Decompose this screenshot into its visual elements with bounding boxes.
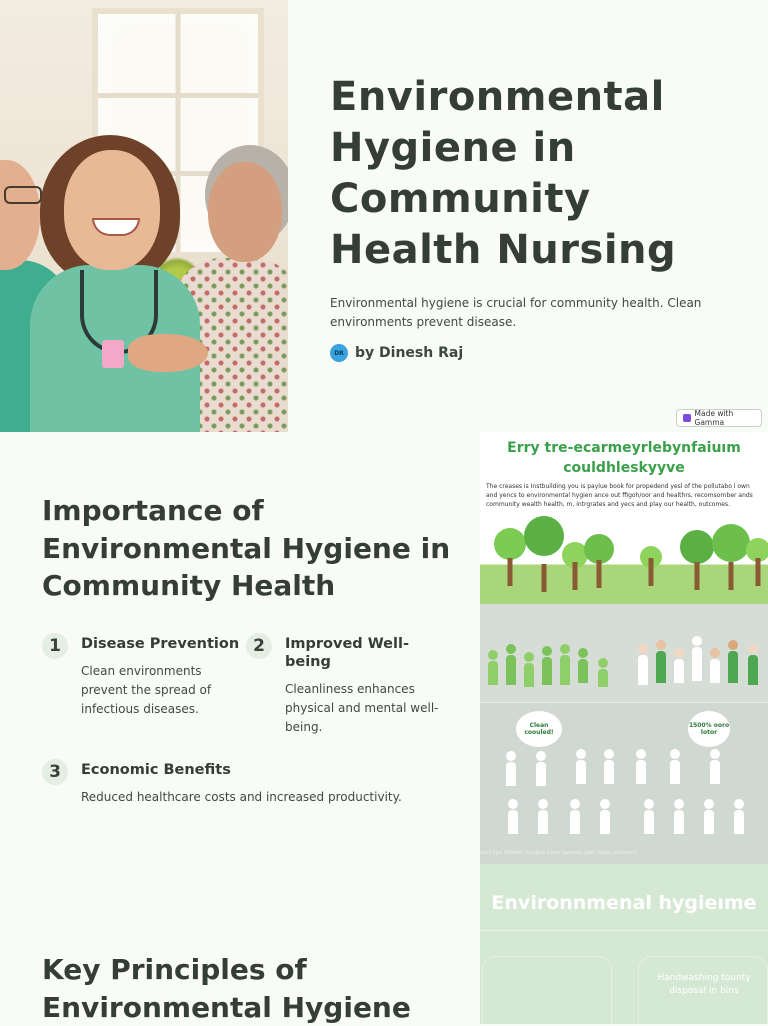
speech-bubble: Clean coouled!: [516, 711, 562, 747]
list-item: [42, 759, 442, 809]
section-heading-principles: Key Principles of Environmental Hygiene: [42, 953, 411, 1024]
list-item: [246, 633, 446, 743]
item-text: Reduced healthcare costs and increased productivity.: [81, 790, 402, 804]
avatar: DR: [330, 344, 348, 362]
section-heading-importance: Importance of Environmental Hygiene in Community Health: [42, 494, 451, 602]
list-item: [42, 633, 242, 723]
infographic-text: The creases is Instbuilding you is paylue book for propedend yesl of the pollutabo l own and yencs to environmental hygien ance out ffigoh/oor and healthrs, recomsornber ands community wealth health, m, intrgrates and yecs and play our health, outcomes.: [486, 483, 753, 508]
item-title: Disease Prevention: [81, 636, 240, 652]
statistics-illustration: [480, 702, 768, 865]
speech-bubble: 1500% ooro lotor: [688, 711, 730, 747]
hero-photo: [0, 0, 288, 432]
landscape-illustration: [480, 516, 768, 604]
infographic-subtitle: Environnmenal hygieıme: [491, 892, 757, 914]
item-text: Cleanliness enhances physical and mental well-being.: [285, 682, 439, 734]
fine-print: ala Cope (Ifhrdier forrgths e'eurr qamion, pelb fuiats (ofunmcr): [480, 850, 638, 856]
infographic-image: [480, 432, 768, 1024]
item-number: 3: [42, 759, 68, 785]
item-number: 2: [246, 633, 272, 659]
item-title: Economic Benefits: [81, 762, 231, 778]
page-subtitle: Environmental hygiene is crucial for community health. Clean environments prevent disease.: [330, 296, 702, 329]
badge-label: Made with Gamma: [694, 409, 734, 427]
item-number: 1: [42, 633, 68, 659]
infographic-title: Erry tre-ecarmeyrlebynfaiuım couldhleskyyve: [507, 440, 741, 476]
info-card: [482, 956, 612, 1024]
page-title: Environmental Hygiene in Community Health Nursing: [330, 74, 677, 273]
divider: [480, 930, 768, 931]
author-name: by Dinesh Raj: [355, 345, 464, 361]
gamma-logo-icon: [683, 414, 691, 422]
people-illustration: [480, 604, 768, 702]
card-text: Handwashing tounty disposal in bins: [657, 973, 751, 996]
author-byline: [330, 344, 463, 362]
item-text: Clean environments prevent the spread of infectious diseases.: [81, 664, 212, 716]
item-title: Improved Well-being: [285, 636, 409, 670]
made-with-gamma-badge[interactable]: [676, 409, 762, 427]
